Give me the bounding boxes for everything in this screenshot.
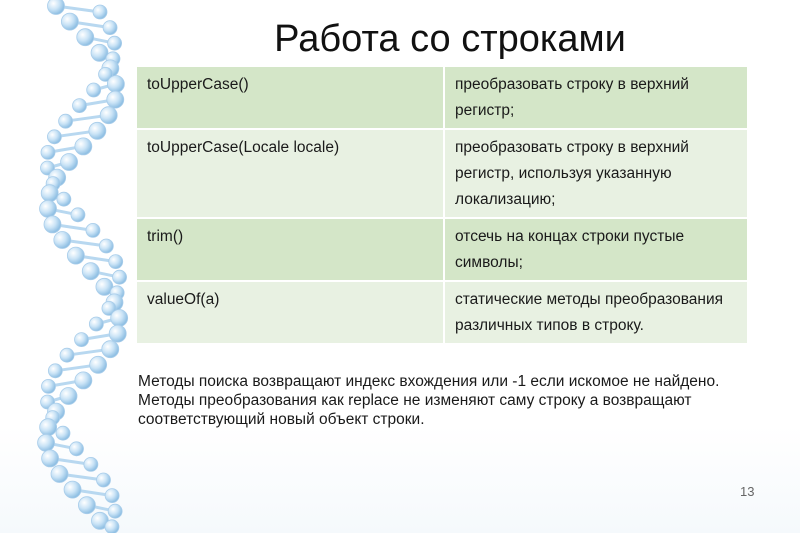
dna-sphere — [107, 91, 124, 108]
dna-sphere — [59, 114, 73, 128]
methods-table — [137, 67, 749, 345]
dna-sphere — [44, 216, 61, 233]
dna-sphere — [70, 442, 84, 456]
dna-sphere — [78, 497, 95, 514]
dna-sphere — [61, 154, 78, 171]
dna-sphere — [96, 473, 110, 487]
method-name: toUpperCase() — [137, 67, 444, 129]
dna-sphere — [40, 200, 57, 217]
dna-helix-icon — [0, 0, 150, 533]
method-name: valueOf(a) — [137, 281, 444, 344]
dna-sphere — [71, 208, 85, 222]
dna-sphere — [105, 489, 119, 503]
dna-sphere — [93, 5, 107, 19]
dna-sphere — [40, 419, 57, 436]
dna-sphere — [105, 520, 119, 533]
dna-sphere — [108, 504, 122, 518]
dna-sphere — [64, 481, 81, 498]
dna-sphere — [48, 0, 65, 15]
method-name: toUpperCase(Locale locale) — [137, 129, 444, 218]
dna-sphere — [113, 270, 127, 284]
dna-sphere — [54, 232, 71, 249]
dna-sphere — [41, 145, 55, 159]
method-name: trim() — [137, 218, 444, 281]
dna-sphere — [61, 13, 78, 30]
dna-sphere — [87, 83, 101, 97]
dna-sphere — [60, 348, 74, 362]
method-description: преобразовать строку в верхний регистр, используя указанную локализацию; — [444, 129, 748, 218]
page-number: 13 — [740, 484, 755, 499]
dna-sphere — [60, 388, 77, 405]
dna-sphere — [84, 457, 98, 471]
dna-sphere — [42, 450, 59, 467]
dna-sphere — [109, 255, 123, 269]
dna-sphere — [109, 325, 126, 342]
dna-sphere — [100, 107, 117, 124]
dna-sphere — [48, 364, 62, 378]
dna-sphere — [111, 310, 128, 327]
dna-sphere — [75, 333, 89, 347]
dna-sphere — [41, 379, 55, 393]
dna-sphere — [91, 44, 108, 61]
dna-sphere — [108, 36, 122, 50]
slide-title: Работа со строками — [274, 18, 626, 60]
dna-sphere — [89, 317, 103, 331]
dna-sphere — [51, 466, 68, 483]
slide-note: Методы поиска возвращают индекс вхождения или -1 если искомое не найдено. Методы преобразования как replace не изменяют саму строку а возвращают соответствующий новый объект строки. — [138, 373, 720, 428]
dna-sphere — [103, 21, 117, 35]
dna-sphere — [47, 130, 61, 144]
table-row — [137, 129, 748, 218]
dna-sphere — [41, 185, 58, 202]
dna-sphere — [75, 138, 92, 155]
dna-sphere — [75, 372, 92, 389]
dna-sphere — [107, 76, 124, 93]
dna-sphere — [90, 356, 107, 373]
table-row — [137, 218, 748, 281]
dna-sphere — [38, 434, 55, 451]
dna-sphere — [77, 29, 94, 46]
dna-sphere — [73, 99, 87, 113]
dna-sphere — [82, 263, 99, 280]
dna-sphere — [102, 341, 119, 358]
table-row — [137, 67, 748, 129]
dna-sphere — [99, 239, 113, 253]
dna-sphere — [67, 247, 84, 264]
dna-sphere — [86, 223, 100, 237]
dna-sphere — [56, 426, 70, 440]
dna-sphere — [57, 192, 71, 206]
dna-sphere — [89, 122, 106, 139]
method-description: отсечь на концах строки пустые символы; — [444, 218, 748, 281]
method-description: статические методы преобразования различных типов в строку. — [444, 281, 748, 344]
method-description: преобразовать строку в верхний регистр; — [444, 67, 748, 129]
table-row — [137, 281, 748, 344]
